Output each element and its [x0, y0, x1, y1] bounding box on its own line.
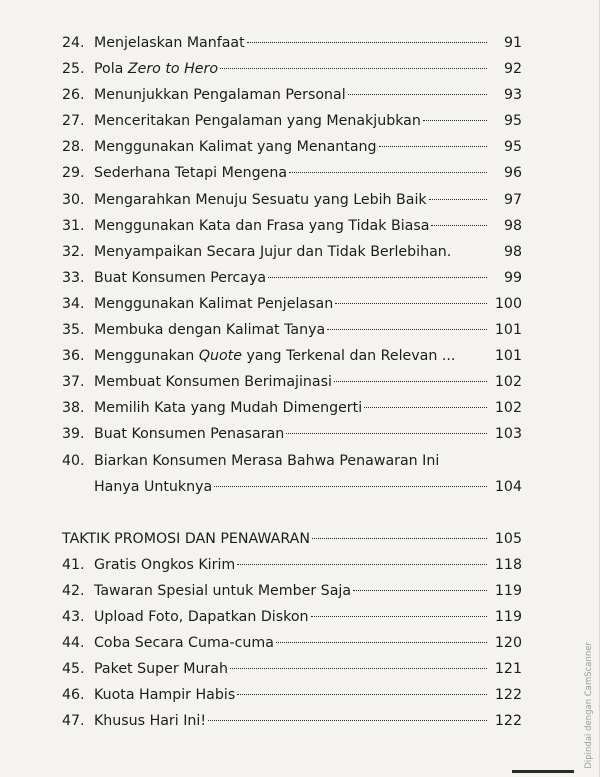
entry-number: 38. — [62, 400, 85, 417]
toc-entry — [62, 30, 522, 56]
dot-leader — [230, 668, 487, 669]
entry-number: 46. — [62, 687, 85, 704]
dot-leader — [247, 42, 487, 43]
entry-number: 42. — [62, 582, 85, 599]
dot-leader — [334, 381, 487, 382]
entry-page: 91 — [503, 35, 522, 51]
entry-title: Biarkan Konsumen Merasa Bahwa Penawaran Ini — [94, 452, 440, 469]
entry-number: 31. — [62, 217, 85, 234]
entry-number: 26. — [62, 87, 85, 104]
toc-entry — [62, 108, 522, 134]
toc-entry — [62, 291, 522, 317]
entry-number: 34. — [62, 295, 85, 312]
toc-section — [62, 526, 522, 552]
entry-number: 37. — [62, 374, 85, 391]
entry-title: Menjelaskan Manfaat — [94, 35, 245, 51]
toc-entry — [62, 187, 522, 213]
entry-title: Gratis Ongkos Kirim — [94, 556, 236, 573]
dot-leader — [286, 433, 487, 434]
toc-entry — [62, 56, 522, 82]
entry-title: Memilih Kata yang Mudah Dimengerti — [94, 400, 363, 417]
entry-page: 101 — [494, 322, 522, 339]
dot-leader — [311, 616, 487, 617]
entry-number: 43. — [62, 608, 85, 625]
entry-title: Menggunakan Kalimat Penjelasan — [94, 295, 334, 312]
toc-entry — [62, 448, 522, 474]
section-title: TAKTIK PROMOSI DAN PENAWARAN — [62, 530, 310, 547]
toc-entry — [62, 578, 522, 604]
entry-page: 104 — [494, 478, 522, 495]
toc-entry — [62, 160, 522, 186]
toc-entry-continuation — [62, 474, 522, 500]
entry-page: 122 — [494, 713, 522, 730]
entry-page: 99 — [503, 269, 522, 286]
toc-entry — [62, 82, 522, 108]
dot-leader — [268, 277, 487, 278]
entry-title-start: Menggunakan — [94, 348, 199, 365]
scanner-watermark: Dipindai dengan CamScanner — [584, 642, 594, 769]
dot-leader — [353, 590, 487, 591]
toc-entry — [62, 395, 522, 421]
entry-page: 119 — [494, 582, 522, 599]
toc-entry — [62, 604, 522, 630]
entry-title: Menggunakan Kalimat yang Menantang — [94, 139, 377, 156]
toc-entry — [62, 656, 522, 682]
entry-title: Buat Konsumen Percaya — [94, 269, 267, 286]
toc-entry — [62, 421, 522, 447]
dot-leader — [312, 538, 487, 539]
entry-title: Coba Secara Cuma-cuma — [94, 635, 274, 652]
toc-entry — [62, 317, 522, 343]
entry-number: 45. — [62, 661, 85, 678]
dot-leader — [364, 407, 487, 408]
dot-leader — [431, 225, 487, 226]
entry-number: 39. — [62, 426, 85, 443]
entry-page: 102 — [494, 374, 522, 391]
entry-page: 95 — [503, 139, 522, 156]
entry-page: 98 — [503, 243, 522, 260]
entry-title-start: Pola — [94, 61, 128, 78]
entry-page: 97 — [503, 191, 522, 208]
entry-page: 93 — [503, 87, 522, 104]
entry-title: Menyampaikan Secara Jujur dan Tidak Berlebihan. — [94, 243, 452, 260]
toc-entry — [62, 239, 522, 265]
bottom-rule — [512, 770, 574, 773]
entry-number: 29. — [62, 165, 85, 182]
entry-number: 44. — [62, 635, 85, 652]
entry-page: 121 — [494, 661, 522, 678]
entry-number: 30. — [62, 191, 85, 208]
entry-title: Tawaran Spesial untuk Member Saja — [94, 582, 352, 599]
toc-entry — [62, 708, 522, 734]
entry-title: Paket Super Murah — [94, 661, 228, 678]
dot-leader — [348, 94, 487, 95]
entry-title: Sederhana Tetapi Mengena — [94, 165, 288, 182]
entry-page: 103 — [494, 426, 522, 443]
entry-number: 32. — [62, 243, 85, 260]
entry-title: Mengarahkan Menuju Sesuatu yang Lebih Baik — [94, 191, 427, 208]
dot-leader — [327, 329, 487, 330]
entry-page: 118 — [494, 556, 522, 573]
toc-entry — [62, 630, 522, 656]
entry-title: Khusus Hari Ini! — [94, 713, 207, 730]
section-page: 105 — [494, 530, 522, 547]
toc-entry — [62, 682, 522, 708]
entry-number: 24. — [62, 35, 85, 51]
dot-leader — [214, 486, 487, 487]
entry-number: 28. — [62, 139, 85, 156]
entry-page: 101 — [494, 348, 522, 365]
dot-leader — [276, 642, 487, 643]
dot-leader — [208, 720, 487, 721]
entry-title: Membuka dengan Kalimat Tanya — [94, 322, 326, 339]
toc-entry — [62, 343, 522, 369]
entry-page: 95 — [503, 113, 522, 130]
entry-number: 40. — [62, 452, 85, 469]
toc-entry — [62, 134, 522, 160]
toc-entry — [62, 552, 522, 578]
table-of-contents — [62, 30, 522, 734]
dot-leader — [237, 564, 487, 565]
entry-title-end: yang Terkenal dan Relevan ... — [241, 348, 456, 365]
entry-title: Membuat Konsumen Berimajinasi — [94, 374, 332, 391]
entry-page: 102 — [494, 400, 522, 417]
entry-page: 92 — [503, 61, 522, 78]
entry-title: Menggunakan Kata dan Frasa yang Tidak Biasa — [94, 217, 430, 234]
entry-title: Kuota Hampir Habis — [94, 687, 236, 704]
toc-entry — [62, 369, 522, 395]
entry-title: Menunjukkan Pengalaman Personal — [94, 87, 346, 104]
dot-leader — [379, 146, 487, 147]
entry-title: Menceritakan Pengalaman yang Menakjubkan — [94, 113, 421, 130]
toc-entry — [62, 265, 522, 291]
entry-title-italic: Zero to Hero — [127, 61, 219, 78]
entry-title — [94, 343, 455, 369]
entry-page: 122 — [494, 687, 522, 704]
entry-title: Upload Foto, Dapatkan Diskon — [94, 608, 309, 625]
entry-number: 25. — [62, 61, 85, 78]
entry-number: 33. — [62, 269, 85, 286]
toc-entry — [62, 213, 522, 239]
dot-leader — [289, 172, 487, 173]
section-spacer — [62, 500, 522, 526]
dot-leader — [237, 694, 487, 695]
entry-number: 35. — [62, 322, 85, 339]
entry-number: 36. — [62, 348, 85, 365]
entry-title-continued: Hanya Untuknya — [94, 478, 213, 495]
entry-number: 41. — [62, 556, 85, 573]
dot-leader — [220, 68, 487, 69]
entry-page: 98 — [503, 217, 522, 234]
entry-page: 100 — [494, 295, 522, 312]
dot-leader — [423, 120, 487, 121]
entry-title: Buat Konsumen Penasaran — [94, 426, 285, 443]
entry-number: 47. — [62, 713, 85, 730]
entry-number: 27. — [62, 113, 85, 130]
dot-leader — [429, 199, 487, 200]
entry-title — [94, 56, 218, 82]
entry-page: 120 — [494, 635, 522, 652]
entry-page: 96 — [503, 165, 522, 182]
entry-title-italic: Quote — [198, 348, 242, 365]
dot-leader — [335, 303, 487, 304]
entry-page: 119 — [494, 608, 522, 625]
